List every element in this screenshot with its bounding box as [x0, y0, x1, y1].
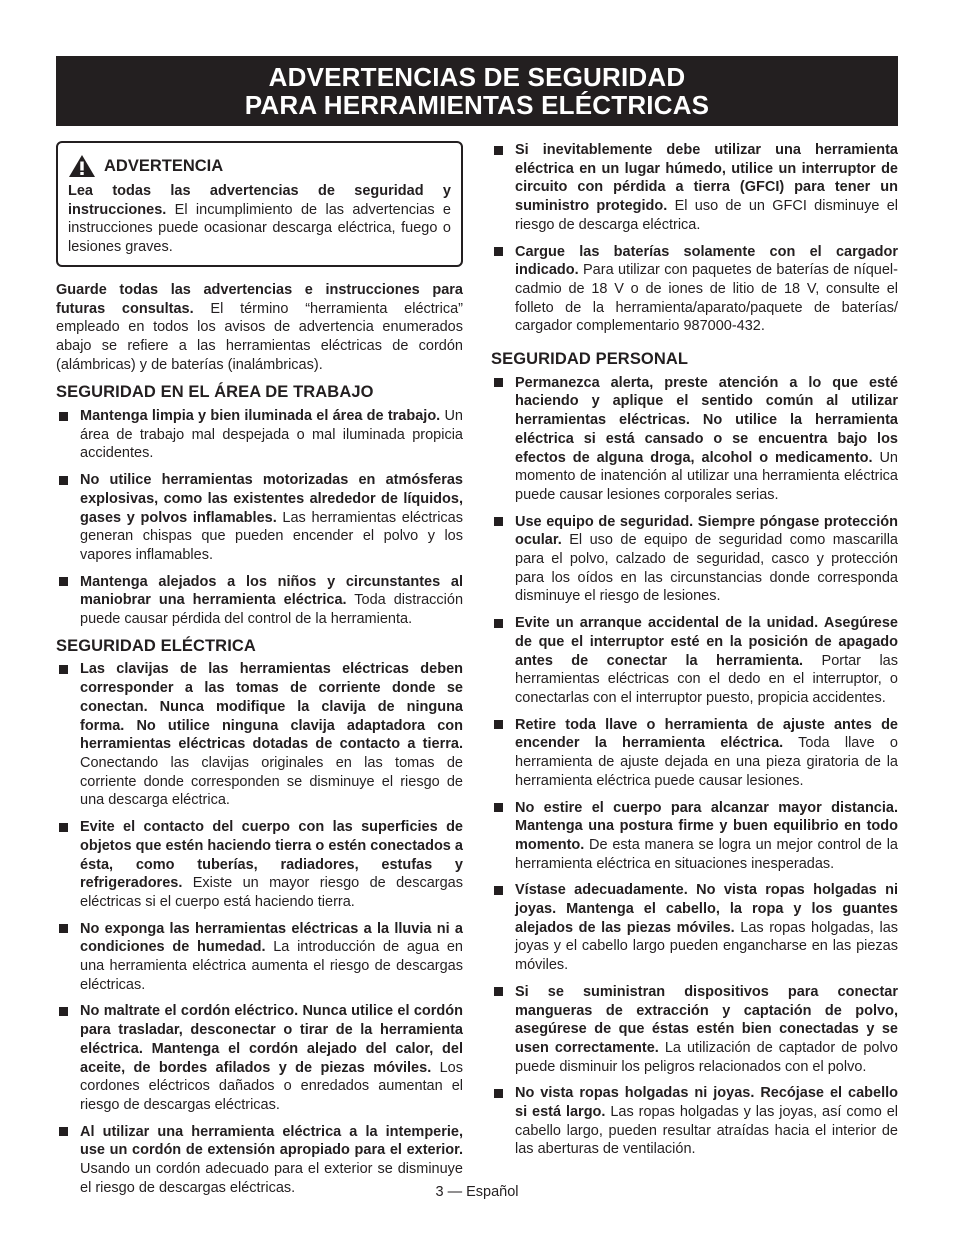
bullet-icon: [59, 476, 68, 485]
bullet-icon: [494, 1089, 503, 1098]
list-item: [56, 818, 463, 912]
item-body-text: Existe un mayor riesgo de descargas eléctricas si el cuerpo está haciendo tierra.: [80, 875, 463, 910]
bullet-icon: [59, 665, 68, 674]
item-bold-text: Si se suministran dispositivos para conectar mangueras de extracción y captación de polvo, asegúrese de que éstas estén bien conectadas y se usen correctamente.: [515, 983, 898, 1056]
bullet-icon: [494, 886, 503, 895]
section-heading-electrical: SEGURIDAD ELÉCTRICA: [56, 636, 256, 655]
item-bold-text: Permanezca alerta, preste atención a lo que esté haciendo y aplique el sentido común al utilizar herramientas eléctricas. No utilice la herramienta eléctrica si está cansado o se encuentra bajo los efectos de alguna droga, alcohol o medicamento.: [515, 374, 898, 466]
item-body-text: Las herramientas eléctricas generan chispas que pueden encender el polvo y los vapores inflamables.: [80, 509, 463, 563]
section-heading-work-area: SEGURIDAD EN EL ÁREA DE TRABAJO: [56, 383, 374, 402]
item-bold-text: Las clavijas de las herramientas eléctricas deben corresponder a las tomas de corriente donde se conectan. Nunca modifique la clavija de ninguna forma. No utilice ninguna clavija adaptadora con herramientas eléctricas dotadas de contacto a tierra.: [80, 661, 463, 753]
list-item: [56, 660, 463, 810]
bullet-icon: [494, 247, 503, 256]
warning-body-text: El incumplimiento de las advertencias e instrucciones puede ocasionar descarga eléctrica, fuego o lesiones graves.: [68, 201, 451, 256]
item-bold-text: Mantenga limpia y bien iluminada el área de trabajo.: [80, 408, 441, 425]
bullet-icon: [494, 517, 503, 526]
item-body-text: Portar las herramientas eléctricas con el dedo en el interruptor, o conectarlas con el interruptor puesto, propicia accidentes.: [515, 652, 898, 706]
list-item: [491, 1084, 898, 1159]
bullet-icon: [59, 823, 68, 832]
item-body-text: Para utilizar con paquetes de baterías de níquel-cadmio de 18 V o de iones de litio de 18 V, consulte el folleto de la herramienta/aparato/paquete de baterías/ cargador complementario 987000-432.: [515, 262, 898, 335]
item-bold-text: Use equipo de seguridad. Siempre póngase protección ocular.: [515, 513, 898, 549]
list-item: [491, 374, 898, 505]
bullet-icon: [59, 577, 68, 586]
warning-heading: ADVERTENCIA: [104, 156, 224, 175]
item-bold-text: No maltrate el cordón eléctrico. Nunca utilice el cordón para trasladar, desconectar o tirar de la herramienta eléctrica. Mantenga el cordón alejado del calor, del aceite, de bordes afilados y de piezas móviles.: [80, 1003, 463, 1076]
intro-paragraph: [56, 281, 463, 375]
item-bold-text: Evite un arranque accidental de la unidad. Asegúrese de que el interruptor esté en la posición de apagado antes de conectar la herramienta.: [515, 615, 898, 669]
item-body-text: La introducción de agua en una herramienta eléctrica aumenta el riesgo de descargas eléctricas.: [80, 939, 463, 993]
item-body-text: El uso de equipo de seguridad como mascarilla para el polvo, calzado de seguridad, casco y protección para los oídos en las circunstancias donde corresponda disminuye el riesgo de lesiones.: [515, 532, 898, 605]
list-item: [491, 881, 898, 975]
left-column: [56, 141, 463, 1205]
bullet-icon: [494, 619, 503, 628]
intro-body-text: El término “herramienta eléctrica” empleado en todos los avisos de advertencia enumerados abajo se refiere a las herramientas eléctricas de cordón (alámbricas) y de baterías (inalámbricas).: [56, 300, 463, 373]
item-bold-text: Al utilizar una herramienta eléctrica a la intemperie, use un cordón de extensión apropiado para el exterior.: [80, 1123, 463, 1159]
item-body-text: Las ropas holgadas y las joyas, así como el cabello largo, pueden resultar atraídas hacia el interior de las aberturas de ventilación.: [515, 1104, 898, 1158]
item-body-text: Toda llave o herramienta de ajuste dejada en una pieza giratoria de la herramienta eléctrica puede causar lesiones.: [515, 735, 898, 789]
item-bold-text: No utilice herramientas motorizadas en atmósferas explosivas, como las existentes alrededor de líquidos, gases y polvos inflamables.: [80, 472, 463, 526]
item-bold-text: Evite el contacto del cuerpo con las superficies de objetos que estén haciendo tierra o estén conectados a ésta, como tuberías, radiadores, estufas y refrigeradores.: [80, 819, 463, 892]
bullet-icon: [59, 924, 68, 933]
item-bold-text: Retire toda llave o herramienta de ajuste antes de encender la herramienta eléctrica.: [515, 716, 898, 752]
bullet-icon: [494, 378, 503, 387]
list-item: [56, 471, 463, 565]
page-footer: 3 — Español: [435, 1184, 519, 1200]
item-bold-text: Vístase adecuadamente. No vista ropas holgadas ni joyas. Mantenga el cabello, la ropa y los guantes alejados de las piezas móviles.: [515, 882, 898, 936]
item-body-text: El uso de un GFCI disminuye el riesgo de descarga eléctrica.: [515, 198, 899, 233]
bullet-icon: [59, 412, 68, 421]
warning-box: [56, 141, 463, 267]
warning-triangle-icon: [68, 154, 96, 178]
list-item: [491, 716, 898, 791]
item-bold-text: Mantenga alejados a los niños y circunstantes al maniobrar una herramienta eléctrica.: [80, 573, 463, 609]
page-title-line-1: ADVERTENCIAS DE SEGURIDAD: [268, 62, 686, 92]
bullet-icon: [494, 803, 503, 812]
item-body-text: Un área de trabajo mal despejada o mal iluminada propicia accidentes.: [80, 408, 463, 462]
item-body-text: Los cordones eléctricos dañados o enredados aumentan el riesgo de descargas eléctricas.: [80, 1059, 463, 1113]
section-heading-personal: SEGURIDAD PERSONAL: [491, 350, 689, 369]
warning-text: [68, 182, 451, 257]
bullet-icon: [494, 987, 503, 996]
item-body-text: Las ropas holgadas, las joyas y el cabello largo pueden engancharse en las piezas móviles.: [515, 919, 899, 974]
item-body-text: Un momento de inatención al utilizar una herramienta eléctrica puede causar lesiones corporales serias.: [515, 449, 898, 503]
list-item: [56, 1002, 463, 1114]
item-body-text: La utilización de captador de polvo puede disminuir los peligros relacionados con el polvo.: [515, 1039, 898, 1075]
page-title-line-2: PARA HERRAMIENTAS ELÉCTRICAS: [244, 90, 710, 120]
list-item: [491, 614, 898, 708]
list-item: [491, 983, 898, 1077]
list-item: [491, 243, 898, 337]
item-bold-text: Cargue las baterías solamente con el cargador indicado.: [515, 243, 898, 279]
warning-bold-text: Lea todas las advertencias de seguridad y instrucciones.: [68, 183, 451, 218]
bullet-icon: [59, 1127, 68, 1136]
bullet-icon: [59, 1007, 68, 1016]
item-body-text: Conectando las clavijas originales en las tomas de corriente donde corresponden se disminuye el riesgo de una descarga eléctrica.: [80, 754, 463, 809]
item-bold-text: No exponga las herramientas eléctricas a la lluvia ni a condiciones de humedad.: [80, 920, 463, 956]
list-item: [491, 141, 898, 235]
item-bold-text: No estire el cuerpo para alcanzar mayor distancia. Mantenga una postura firme y buen equilibrio en todo momento.: [515, 799, 898, 853]
list-item: [491, 513, 898, 607]
warning-header: [68, 154, 451, 178]
item-body-text: Usando un cordón adecuado para el exterior se disminuye el riesgo de descargas eléctricas.: [80, 1161, 463, 1196]
item-bold-text: Si inevitablemente debe utilizar una herramienta eléctrica en un lugar húmedo, utilice un interruptor de circuito con pérdida a tierra (GFCI) para tener un suministro protegido.: [515, 142, 898, 215]
intro-bold-text: Guarde todas las advertencias e instrucciones para futuras consultas.: [56, 281, 463, 317]
item-body-text: De esta manera se logra un mejor control de la herramienta eléctrica en situaciones inesperadas.: [515, 836, 898, 872]
bullet-icon: [494, 146, 503, 155]
right-column: [491, 141, 898, 1167]
list-item: [56, 920, 463, 995]
item-bold-text: No vista ropas holgadas ni joyas. Recójase el cabello si está largo.: [515, 1085, 898, 1121]
list-item: [56, 407, 463, 463]
list-item: [56, 573, 463, 629]
bullet-icon: [494, 720, 503, 729]
list-item: [491, 799, 898, 874]
page-title-banner: [56, 56, 898, 126]
item-body-text: Toda distracción puede causar pérdida del control de la herramienta.: [80, 592, 464, 628]
